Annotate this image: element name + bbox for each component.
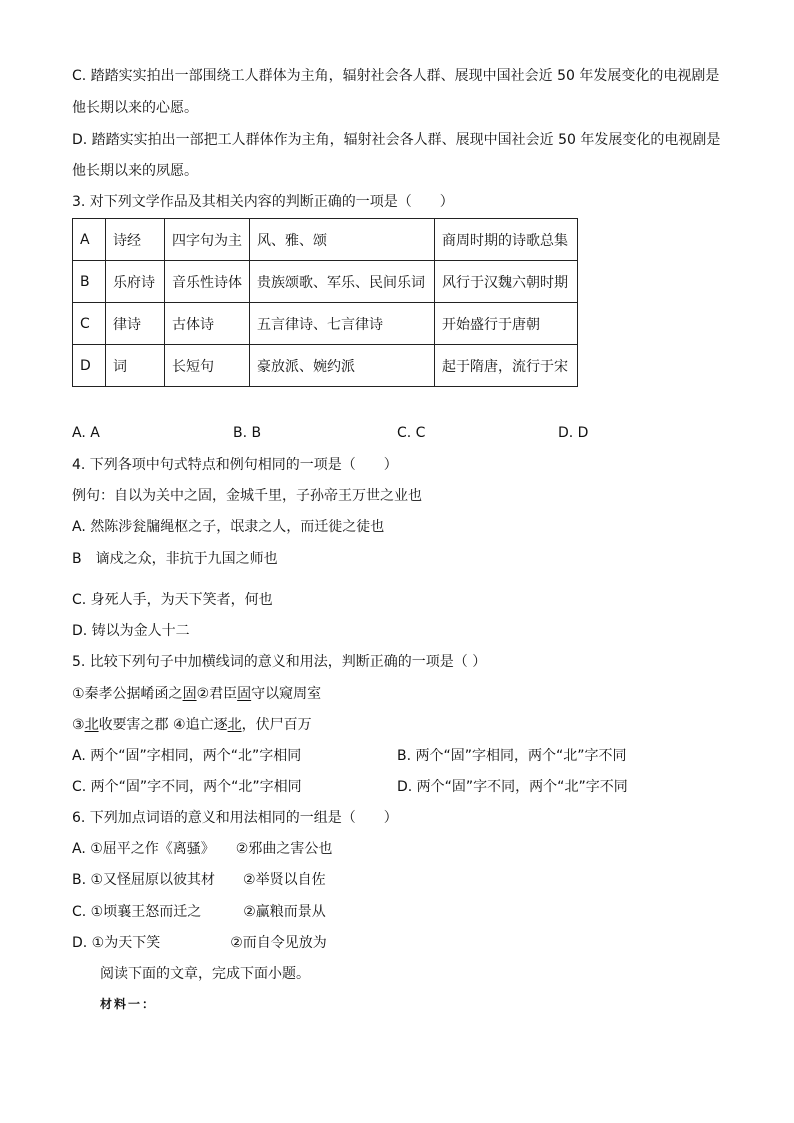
q5-sentences-3-4 [72,715,312,735]
q3-table [72,218,578,387]
table-row [73,261,578,303]
q5-option-b: B. 两个“固”字相同，两个“北”字不同 [397,748,627,764]
q4-stem: 4. 下列各项中句式特点和例句相同的一项是（ ） [72,457,398,473]
q4-example: 例句：自以为关中之固，金城千里，子孙帝王万世之业也 [72,488,422,504]
q3-choice-d: D. D [558,425,589,441]
table-row [73,345,578,387]
table-row [73,303,578,345]
underlined-word: 北 [227,717,242,733]
table-cell: 风行于汉魏六朝时期 [435,261,578,303]
table-cell: 豪放派、婉约派 [250,345,435,387]
q4-option-c: C. 身死人手，为天下笑者，何也 [72,592,273,608]
table-cell: 乐府诗 [106,261,165,303]
table-cell: 贵族颂歌、军乐、民间乐词 [250,261,435,303]
table-cell: 古体诗 [165,303,250,345]
q5-option-a: A. 两个“固”字相同，两个“北”字相同 [72,748,302,764]
q2-option-c-line2: 他长期以来的心愿。 [72,100,198,116]
material-label: 材料一： [100,997,157,1011]
q5-sentences-1-2 [72,684,321,704]
table-cell: 四字句为主 [165,219,250,261]
table-cell: 音乐性诗体 [165,261,250,303]
table-cell: A [73,219,106,261]
table-cell: 开始盛行于唐朝 [435,303,578,345]
q4-option-a: A. 然陈涉瓮牖绳枢之子，氓隶之人，而迁徙之徒也 [72,519,385,535]
q6-option-a-rest: 邪曲之害公也 [248,841,333,857]
q2-option-c-line1: C. 踏踏实实拍出一部围绕工人群体为主角，辐射社会各人群、展现中国社会近 50 年发展变化的电视剧是 [72,68,720,84]
table-cell: 商周时期的诗歌总集 [435,219,578,261]
table-cell: 五言律诗、七言律诗 [250,303,435,345]
q4-option-d: D. 铸以为金人十二 [72,623,190,639]
table-cell: 起于隋唐，流行于宋 [435,345,578,387]
q6-option-a-prefix: A. ①屈平之作《离骚》 ② [72,841,249,857]
underlined-word: 固 [182,686,197,702]
q5-sentence-1: ①秦孝公据崤函之 [72,686,183,702]
q6-option-b: B. ①又怪屈原以彼其材 ②举贤以自佐 [72,872,326,888]
q5-option-d: D. 两个“固”字不同，两个“北”字不同 [397,779,628,795]
q2-option-d-line1: D. 踏踏实实拍出一部把工人群体作为主角，辐射社会各人群、展现中国社会近 50 年发展变化的电视剧是 [72,132,721,148]
q6-stem: 6. 下列加点词语的意义和用法相同的一组是（ ） [72,810,398,826]
table-cell: C [73,303,106,345]
q5-option-c: C. 两个“固”字不同，两个“北”字相同 [72,779,302,795]
q5-stem: 5. 比较下列句子中加横线词的意义和用法，判断正确的一项是（ ） [72,654,487,670]
q6-option-c: C. ①顷襄王怒而迁之 ②赢粮而景从 [72,904,326,920]
table-row [73,219,578,261]
reading-intro: 阅读下面的文章，完成下面小题。 [100,966,310,982]
q3-choice-a: A. A [72,425,100,441]
q5-sentence-2-rest: 守以窥周室 [251,686,322,702]
table-cell: 风、雅、颂 [250,219,435,261]
q6-option-a [72,839,332,859]
q3-choice-b: B. B [233,425,262,441]
table-cell: 律诗 [106,303,165,345]
q5-sentence-3-rest: 收要害之郡 ④追亡逐 [98,717,228,733]
table-cell: 长短句 [165,345,250,387]
underlined-word: 固 [237,686,252,702]
table-cell: B [73,261,106,303]
q5-sentence-3-prefix: ③ [72,717,85,733]
q3-stem: 3. 对下列文学作品及其相关内容的判断正确的一项是（ ） [72,194,454,210]
table-cell: D [73,345,106,387]
q5-sentence-4-rest: ，伏尸百万 [241,717,312,733]
q5-sentence-2-prefix: ②君臣 [196,686,238,702]
q6-option-d: D. ①为天下笑 ②而自令见放为 [72,935,327,951]
table-cell: 诗经 [106,219,165,261]
q2-option-d-line2: 他长期以来的夙愿。 [72,163,198,179]
underlined-word: 北 [84,717,99,733]
q4-option-b: B 谪戍之众，非抗于九国之师也 [72,551,278,567]
table-cell: 词 [106,345,165,387]
q3-choice-c: C. C [397,425,426,441]
